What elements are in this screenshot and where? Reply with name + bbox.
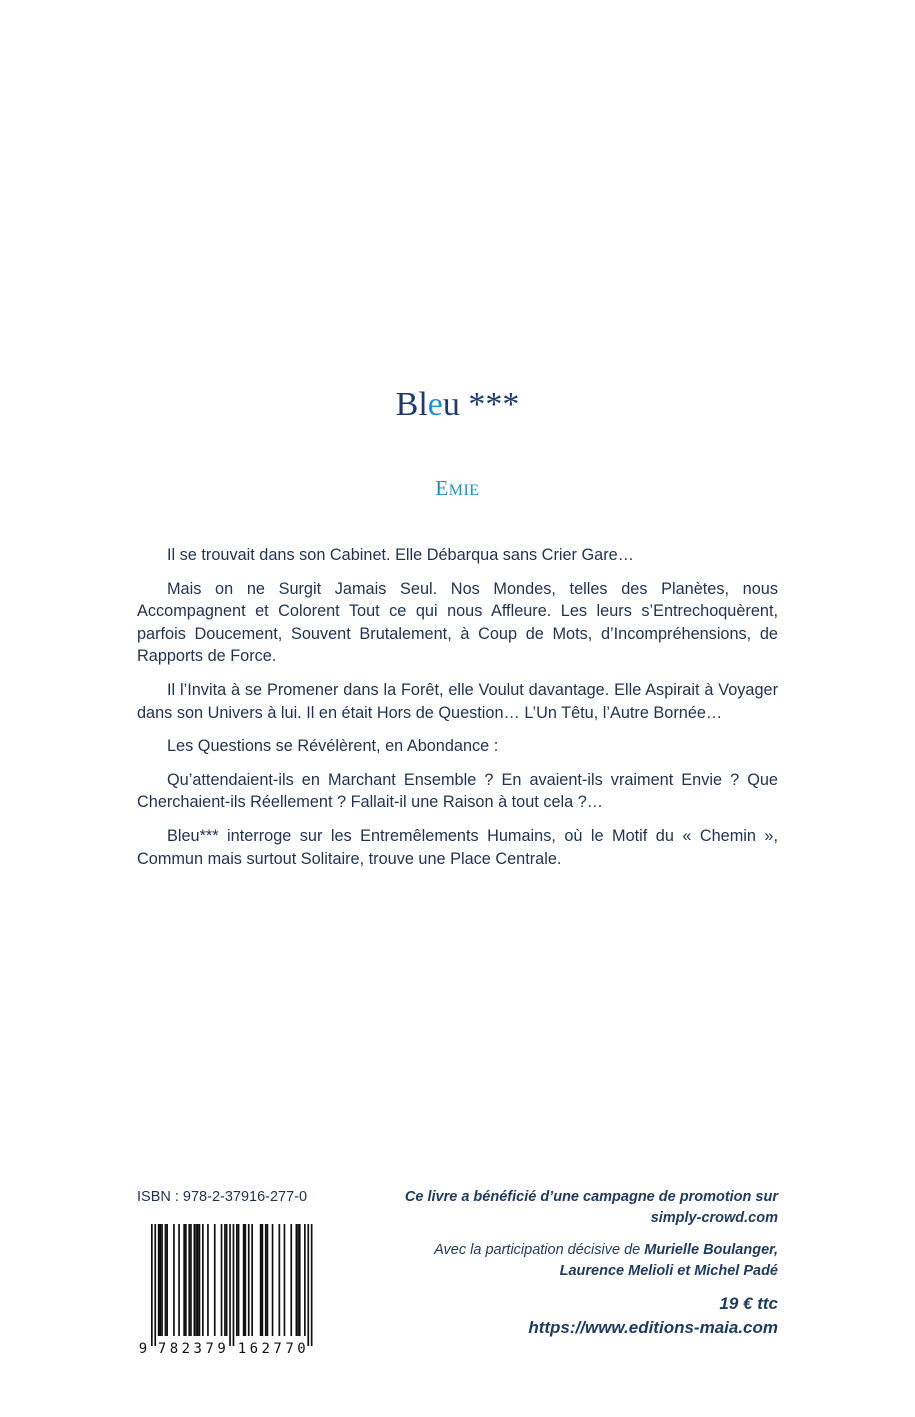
barcode-bar	[311, 1224, 313, 1346]
blurb-paragraph: Mais on ne Surgit Jamais Seul. Nos Mondes, telles des Planètes, nous Accompagnent et Colorent Tout ce qui nous Affleure. Les leurs s’Entrechoquèrent, parfois Doucement, Souvent Brutalement, à Coup de Mots, d’Incompréhensions, de Rapports de Force.	[137, 579, 778, 666]
barcode-bar	[279, 1224, 281, 1336]
isbn-barcode	[137, 1222, 318, 1356]
barcode-bar	[183, 1224, 185, 1336]
barcode-bar	[166, 1224, 168, 1336]
credits-block	[358, 1187, 778, 1340]
barcode-digit: 8	[169, 1341, 179, 1356]
barcode-bar	[248, 1224, 250, 1336]
participation-names: Murielle Boulanger,	[644, 1242, 778, 1258]
barcode-bar	[194, 1224, 196, 1336]
barcode-digit: 2	[261, 1341, 270, 1356]
blurb-paragraph: Il se trouvait dans son Cabinet. Elle Débarqua sans Crier Gare…	[167, 546, 634, 564]
barcode-bar	[251, 1224, 253, 1336]
barcode-digit: 7	[157, 1341, 167, 1356]
price: 19 € ttc	[719, 1294, 778, 1313]
publisher-website[interactable]: https://www.editions-maia.com	[528, 1318, 778, 1337]
barcode-digit: 9	[138, 1341, 148, 1356]
barcode-bar	[224, 1224, 226, 1336]
barcode-bar	[161, 1224, 163, 1336]
barcode-digit: 7	[273, 1341, 282, 1356]
book-title	[0, 386, 915, 424]
barcode-bar	[245, 1224, 247, 1336]
author-initial: E	[435, 476, 449, 500]
barcode-digit: 1	[237, 1341, 247, 1356]
blurb-paragraph: Bleu*** interroge sur les Entremêlements Humains, où le Motif du « Chemin », Commun mais surtout Solitaire, trouve une Place Centrale.	[137, 826, 778, 868]
barcode-bar	[214, 1224, 216, 1336]
barcode-bar	[160, 1224, 162, 1336]
barcode-bar	[158, 1224, 160, 1336]
barcode-bar	[236, 1224, 238, 1336]
title-prefix: Bl	[395, 386, 428, 423]
barcode-bar	[290, 1224, 292, 1336]
barcode-bars	[151, 1224, 313, 1346]
author-rest: MIE	[448, 482, 480, 499]
barcode-bar	[173, 1224, 175, 1336]
title-suffix: u ***	[442, 386, 520, 423]
blurb-paragraph: Il l’Invita à se Promener dans la Forêt, elle Voulut davantage. Elle Aspirait à Voyager dans son Univers à lui. Il en était Hors de Question… L’Un Têtu, l’Autre Bornée…	[137, 680, 778, 722]
barcode-bar	[199, 1224, 201, 1336]
participation-names-cont	[358, 1261, 778, 1282]
barcode-digit: 7	[205, 1341, 214, 1356]
barcode-bar	[296, 1224, 298, 1336]
barcode-bar	[262, 1224, 264, 1336]
barcode-bar	[265, 1224, 267, 1336]
barcode-bar	[233, 1224, 235, 1346]
barcode-digit: 2	[181, 1341, 191, 1356]
barcode-bar	[151, 1224, 153, 1346]
barcode-bar	[272, 1224, 274, 1336]
barcode-bar	[260, 1224, 262, 1336]
blurb-paragraph: Les Questions se Révélèrent, en Abondance :	[167, 737, 499, 756]
barcode-bar	[207, 1224, 209, 1336]
barcode-digit: 7	[285, 1341, 294, 1356]
barcode-bar	[226, 1224, 228, 1336]
back-cover-blurb	[137, 544, 778, 881]
barcode-bar	[304, 1224, 306, 1336]
barcode-bar	[284, 1224, 286, 1336]
title-accent-letter: e	[427, 386, 443, 423]
barcode-bar	[267, 1224, 269, 1336]
barcode-bar	[297, 1224, 299, 1336]
barcode-bar	[154, 1224, 156, 1346]
barcode-bar	[221, 1224, 223, 1336]
participation-prefix: Avec la participation décisive de	[434, 1242, 645, 1258]
barcode-bar	[299, 1224, 301, 1336]
barcode-bar	[165, 1224, 167, 1336]
promo-site: simply-crowd.com	[650, 1210, 778, 1226]
participation-names-2: Laurence Melioli et Michel Padé	[559, 1263, 778, 1279]
barcode-digit: 3	[193, 1341, 202, 1356]
barcode-bar	[188, 1224, 190, 1336]
barcode-bar	[229, 1224, 231, 1346]
author-name	[0, 476, 915, 501]
participation-line	[358, 1240, 778, 1261]
barcode-bar	[185, 1224, 187, 1336]
blurb-paragraph: Qu’attendaient-ils en Marchant Ensemble ? En avaient-ils vraiment Envie ? Que Cherchaient-ils Réellement ? Fallait-il une Raison à tout cela ?…	[137, 770, 778, 812]
barcode-bar	[197, 1224, 199, 1336]
barcode-digit: 0	[297, 1341, 306, 1356]
barcode-bar	[307, 1224, 309, 1346]
barcode-bar	[195, 1224, 197, 1336]
barcode-digits	[139, 1341, 306, 1356]
barcode-bar	[238, 1224, 240, 1336]
promo-line: Ce livre a bénéficié d’une campagne de promotion sur	[404, 1189, 778, 1205]
barcode-digit: 9	[217, 1341, 226, 1356]
barcode-bar	[190, 1224, 192, 1336]
barcode-digit: 6	[249, 1341, 259, 1356]
barcode-bar	[202, 1224, 204, 1336]
barcode-bar	[243, 1224, 245, 1336]
barcode-bar	[178, 1224, 180, 1336]
isbn-label: ISBN : 978-2-37916-277-0	[137, 1189, 308, 1205]
